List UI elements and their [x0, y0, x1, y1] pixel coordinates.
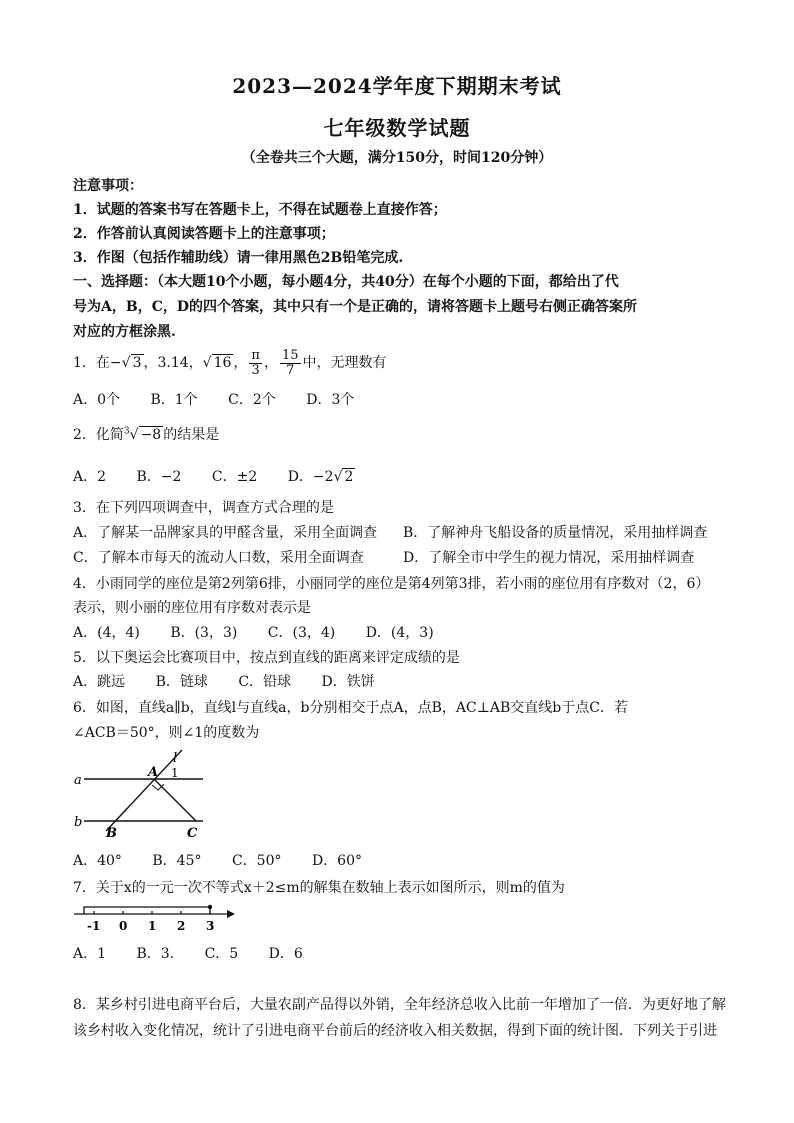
section-1-line-2: 号为A，B，C，D的四个答案，其中只有一个是正确的，请将答题卡上题号右侧正确答案所 [73, 299, 637, 315]
q2-option-d[interactable]: D．−2√ 2 [287, 469, 354, 485]
question-6-line-2: ∠ACB＝50°，则∠1的度数为 [73, 725, 260, 741]
label-l: l [173, 751, 178, 766]
q3-option-b[interactable]: B．了解神舟飞船设备的质量情况，采用抽样调查 [403, 525, 708, 541]
solution-endpoint [208, 905, 212, 909]
question-7-stem: 7．关于x的一元一次不等式x＋2≤m的解集在数轴上表示如图所示，则m的值为 [73, 880, 565, 896]
tick-label-1: 1 [148, 919, 157, 933]
q4-option-a[interactable]: A．(4，4) [73, 625, 140, 641]
q4-option-d[interactable]: D．(4，3) [365, 625, 434, 641]
label-a: a [74, 773, 82, 788]
q4-option-c[interactable]: C．(3，4) [267, 625, 336, 641]
q6-option-d[interactable]: D．60° [311, 853, 362, 869]
tick-label-2: 2 [177, 919, 186, 933]
tick-label-3: 3 [206, 919, 215, 933]
label-point-b: B [106, 826, 117, 840]
q2-option-c[interactable]: C．±2 [211, 469, 258, 485]
question-2-options [73, 466, 733, 486]
notice-heading: 注意事项： [73, 178, 143, 194]
question-5-stem: 5．以下奥运会比赛项目中，按点到直线的距离来评定成绩的是 [73, 650, 460, 666]
q7-option-c[interactable]: C．5 [204, 946, 239, 962]
q5-option-d[interactable]: D．铁饼 [321, 674, 375, 690]
question-6-line-1: 6．如图，直线a∥b，直线l与直线a，b分别相交于点A，点B，AC⊥AB交直线b于点C．若 [73, 700, 628, 716]
q1-option-d[interactable]: D．3个 [306, 392, 355, 408]
label-b: b [74, 815, 83, 830]
section-1-line-1: 一、选择题：（本大题10个小题，每小题4分，共40分）在每个小题的下面，都给出了代 [73, 274, 619, 290]
q6-option-c[interactable]: C．50° [231, 853, 282, 869]
question-3-stem: 3．在下列四项调查中，调查方式合理的是 [73, 500, 334, 516]
q1-option-b[interactable]: B．1个 [150, 392, 198, 408]
tick-label-0: 0 [119, 919, 128, 933]
exam-title: 2023—2024学年度下期期末考试 [232, 74, 562, 98]
segment-ac [154, 779, 196, 821]
q5-option-c[interactable]: C．铅球 [238, 674, 292, 690]
q3-option-c[interactable]: C．了解本市每天的流动人口数，采用全面调查 [73, 550, 364, 566]
q2-option-b[interactable]: B．−2 [136, 469, 182, 485]
question-1-options [73, 389, 733, 409]
solution-ray [84, 907, 210, 914]
question-8-line-2: 该乡村收入变化情况，统计了引进电商平台前后的经济收入相关数据，得到下面的统计图．下列关于引进 [73, 1023, 717, 1039]
q2-option-a[interactable]: A．2 [73, 469, 107, 485]
q6-option-a[interactable]: A．40° [73, 853, 122, 869]
notice-item-2: 2．作答前认真阅读答题卡上的注意事项； [73, 226, 335, 242]
exam-note: （全卷共三个大题，满分150分，时间120分钟） [241, 150, 553, 166]
question-2-stem: 2．化简$^3$√ −8 的结果是 [73, 426, 220, 443]
notice-item-1: 1．试题的答案书写在答题卡上，不得在试题卷上直接作答； [73, 202, 447, 218]
question-7-options [73, 943, 733, 963]
notice-item-3: 3．作图（包括作辅助线）请一律用黑色2B铅笔完成. [73, 250, 404, 266]
line-l [106, 750, 182, 831]
q3-option-a[interactable]: A．了解某一品牌家具的甲醛含量，采用全面调查 [73, 525, 378, 541]
label-angle-1: 1 [171, 766, 179, 780]
q6-option-b[interactable]: B．45° [152, 853, 202, 869]
question-3-options-row-2 [73, 547, 733, 567]
question-8-line-1: 8．某乡村引进电商平台后，大量农副产品得以外销，全年经济总收入比前一年增加了一倍．为更好地了解 [73, 997, 726, 1013]
label-point-a: A [148, 765, 159, 780]
q1-option-c[interactable]: C．2个 [228, 392, 276, 408]
q3-option-d[interactable]: D．了解全市中学生的视力情况，采用抽样调查 [403, 550, 695, 566]
question-3-options-row-1 [73, 522, 733, 542]
section-1-line-3: 对应的方框涂黑. [73, 324, 176, 340]
number-line-figure [70, 900, 240, 936]
q5-option-a[interactable]: A．跳远 [73, 674, 126, 690]
q1-option-a[interactable]: A．0个 [73, 392, 121, 408]
question-4-line-1: 4．小雨同学的座位是第2列第6排，小丽同学的座位是第4列第3排，若小雨的座位用有序数对（2，6） [73, 576, 710, 592]
question-4-options [73, 622, 733, 642]
question-5-options [73, 671, 733, 691]
question-1-stem: 1．在−√ 3 ，3.14，√ 16 ， $\frac{\pi}{3}$ ， $\frac{15}{7}$ 中，无理数有 [73, 347, 387, 378]
fraction-15-over-7: $\frac{15}{7}$ [281, 347, 299, 378]
parallel-lines-figure [70, 748, 210, 840]
question-4-line-2: 表示，则小丽的座位用有序数对表示是 [73, 600, 311, 616]
exam-subject: 七年级数学试题 [323, 116, 471, 140]
fraction-pi-over-3: $\frac{\pi}{3}$ [251, 347, 260, 378]
question-6-options [73, 850, 733, 870]
q4-option-b[interactable]: B．(3，3) [170, 625, 238, 641]
q7-option-a[interactable]: A．1 [73, 946, 107, 962]
q7-option-d[interactable]: D．6 [268, 946, 303, 962]
tick-label-minus-1: -1 [87, 919, 101, 933]
label-point-c: C [187, 826, 198, 840]
axis-arrow [227, 910, 235, 918]
q7-option-b[interactable]: B．3. [136, 946, 175, 962]
q5-option-b[interactable]: B．链球 [155, 674, 208, 690]
